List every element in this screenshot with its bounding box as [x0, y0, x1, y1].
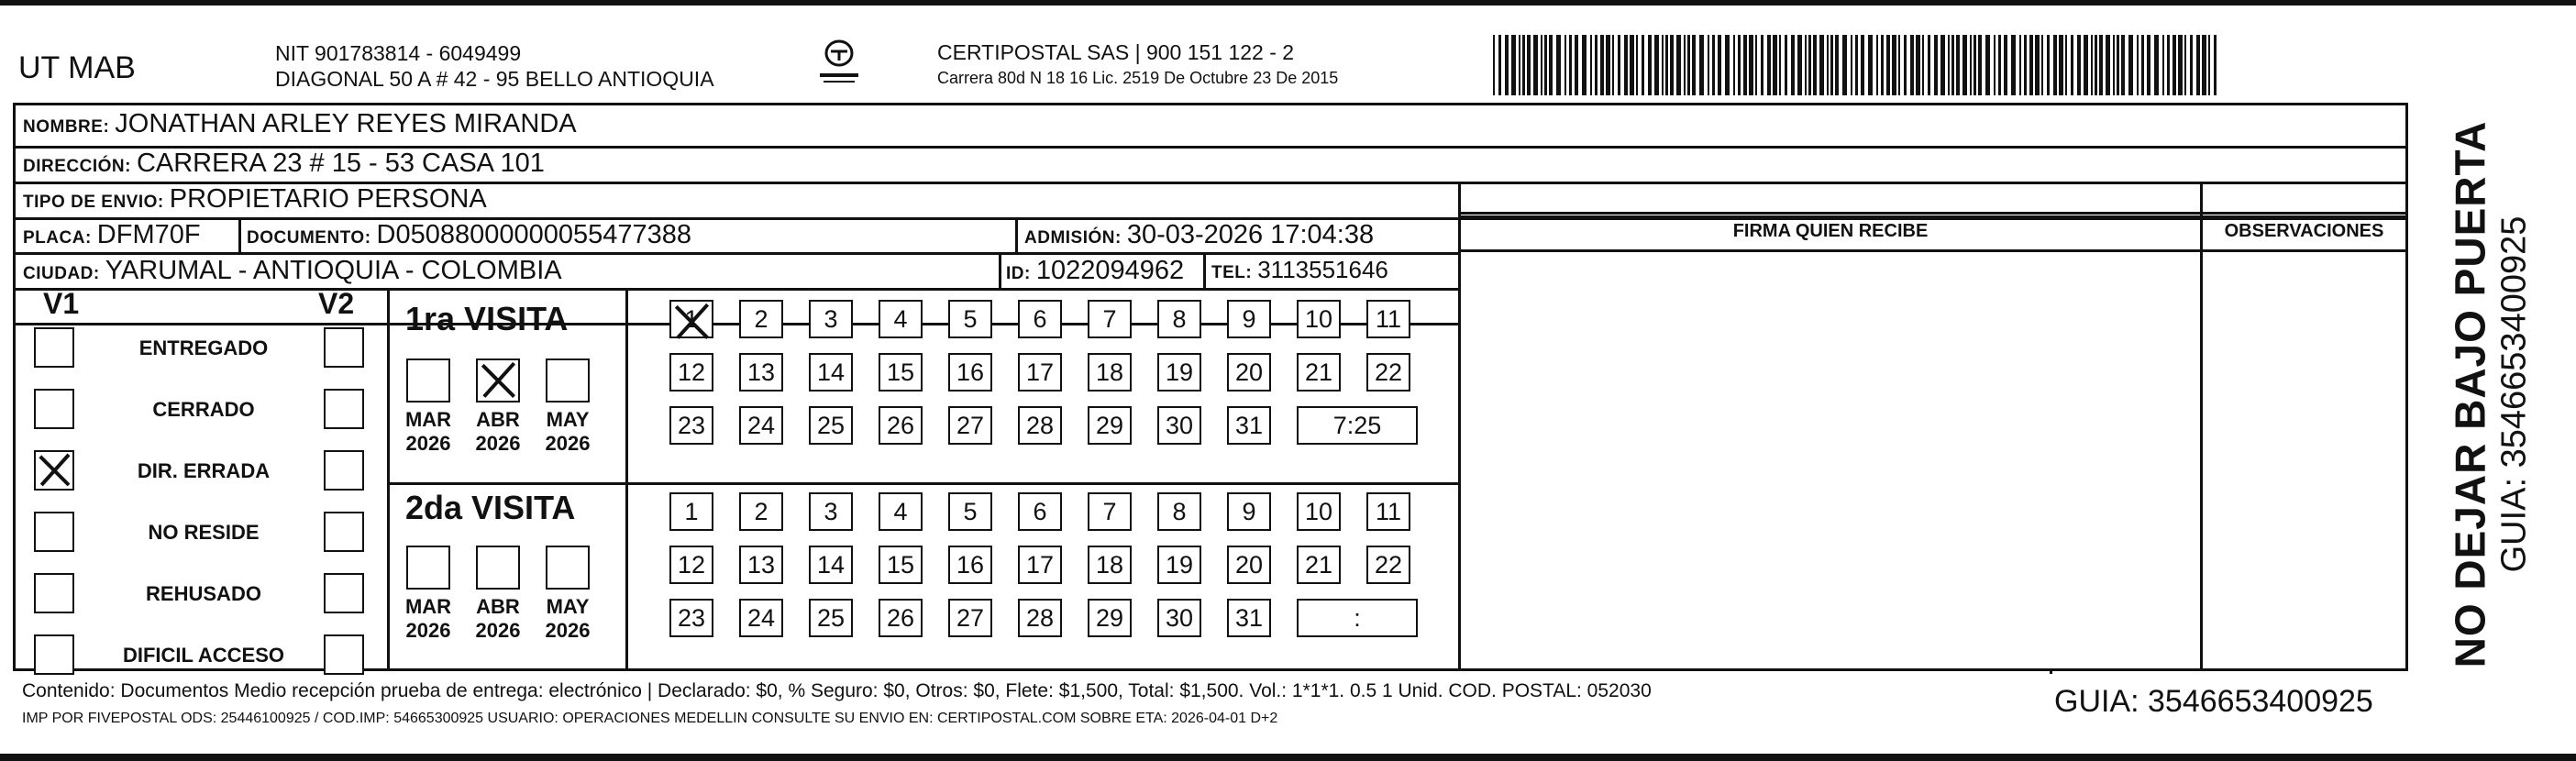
status-label: ENTREGADO: [138, 336, 269, 359]
company-nit: NIT 901783814 - 6049499: [275, 41, 522, 65]
day-number: 26: [886, 603, 915, 632]
day-number: 19: [1165, 550, 1194, 579]
row-divider: [16, 288, 1458, 291]
month-label: MAY 2026: [545, 408, 591, 455]
day-box[interactable]: [1297, 353, 1341, 392]
day-box[interactable]: [1088, 300, 1132, 338]
row-divider: [1458, 212, 2405, 215]
admision-label: ADMISIÓN:: [1024, 228, 1122, 248]
day-number: 13: [746, 358, 776, 386]
day-box[interactable]: [1018, 546, 1062, 584]
day-number: 5: [963, 304, 978, 333]
carrier-name: CERTIPOSTAL SAS | 900 151 122 - 2: [937, 40, 1295, 64]
row-divider: [16, 252, 1458, 255]
day-number: 21: [1304, 550, 1333, 579]
month-checkbox[interactable]: [406, 358, 450, 403]
day-box[interactable]: [1088, 599, 1132, 637]
col-divider: [1203, 252, 1206, 288]
day-box[interactable]: [948, 300, 992, 338]
day-number: 11: [1375, 304, 1402, 333]
check-x-icon: [671, 302, 712, 342]
day-box[interactable]: [1227, 353, 1271, 392]
v2-checkbox[interactable]: [324, 634, 364, 675]
status-label: REHUSADO: [146, 582, 261, 605]
day-number: 15: [886, 550, 915, 579]
day-box[interactable]: [1227, 300, 1271, 338]
day-box[interactable]: [1018, 406, 1062, 445]
day-box[interactable]: [1157, 406, 1201, 445]
tel-label: TEL:: [1211, 263, 1253, 282]
day-box[interactable]: [948, 599, 992, 637]
day-box[interactable]: [1227, 492, 1271, 531]
day-number: 24: [746, 411, 776, 439]
day-number: 1: [684, 497, 699, 525]
v1-checkbox[interactable]: [34, 573, 74, 613]
day-number: 11: [1375, 497, 1402, 525]
row-divider: [1458, 215, 2405, 218]
v1-checkbox[interactable]: [34, 512, 74, 552]
month-checkbox[interactable]: [406, 546, 450, 590]
day-number: 22: [1374, 358, 1403, 386]
day-box[interactable]: [1088, 492, 1132, 531]
day-number: 24: [746, 603, 776, 632]
day-box[interactable]: [1297, 492, 1341, 531]
day-number: 30: [1165, 603, 1194, 632]
day-number: 23: [677, 411, 706, 439]
tipo-value: PROPIETARIO PERSONA: [169, 184, 487, 214]
check-x-icon: [478, 360, 518, 401]
day-number: 13: [746, 550, 776, 579]
direccion-label: DIRECCIÓN:: [23, 157, 131, 176]
day-number: 25: [816, 603, 846, 632]
day-number: 12: [677, 550, 706, 579]
day-number: 29: [1095, 411, 1124, 439]
month-label: ABR 2026: [475, 408, 521, 455]
month-label: MAY 2026: [545, 595, 591, 642]
company-name: UT MAB: [18, 50, 136, 85]
col-divider: [999, 252, 1001, 288]
day-box[interactable]: [739, 300, 783, 338]
day-number: 26: [886, 411, 915, 439]
side-notice: [2421, 120, 2559, 668]
day-box[interactable]: [669, 546, 713, 584]
day-number: 31: [1234, 411, 1264, 439]
day-box[interactable]: [739, 546, 783, 584]
col-divider: [238, 217, 241, 252]
day-number: 18: [1095, 550, 1124, 579]
day-number: 2: [754, 497, 768, 525]
top-edge: [0, 0, 2576, 6]
day-box[interactable]: [948, 492, 992, 531]
visit1-title: 1ra VISITA: [405, 300, 569, 337]
day-number: 16: [956, 550, 985, 579]
day-number: 4: [893, 497, 908, 525]
month-checkbox[interactable]: [546, 546, 590, 590]
side-guia: GUIA: 3546653400925: [2494, 215, 2534, 573]
day-number: 28: [1025, 603, 1055, 632]
day-number: 2: [754, 304, 768, 333]
day-number: 15: [886, 358, 915, 386]
check-x-icon: [36, 452, 72, 489]
v1-checkbox[interactable]: [34, 327, 74, 368]
v2-checkbox[interactable]: [324, 389, 364, 429]
id-value: 1022094962: [1035, 256, 1185, 285]
observaciones-area[interactable]: [2203, 252, 2405, 668]
day-box[interactable]: [1366, 353, 1410, 392]
day-box[interactable]: [809, 300, 853, 338]
day-box[interactable]: [948, 406, 992, 445]
v1-checkbox[interactable]: [34, 634, 74, 675]
v1-checkbox[interactable]: [34, 389, 74, 429]
status-label: CERRADO: [152, 398, 255, 421]
day-number: 7: [1102, 497, 1117, 525]
day-box[interactable]: [1157, 599, 1201, 637]
day-box[interactable]: [1157, 353, 1201, 392]
day-box[interactable]: [1018, 353, 1062, 392]
day-box[interactable]: [809, 546, 853, 584]
barcode-icon: [1493, 35, 2225, 95]
direccion-value: CARRERA 23 # 15 - 53 CASA 101: [136, 149, 545, 178]
day-number: 17: [1025, 550, 1055, 579]
visit2-title: 2da VISITA: [405, 489, 576, 526]
day-box[interactable]: [1366, 492, 1410, 531]
day-box[interactable]: [809, 492, 853, 531]
month-label: MAR 2026: [404, 408, 452, 455]
day-number: 10: [1304, 497, 1333, 525]
day-box[interactable]: [1227, 546, 1271, 584]
month-label: ABR 2026: [475, 595, 521, 642]
day-number: 14: [816, 358, 846, 386]
status-label: NO RESIDE: [148, 521, 260, 544]
day-box[interactable]: [739, 406, 783, 445]
documento-row: [247, 220, 691, 250]
v1-header: V1: [43, 287, 80, 320]
footer-contents: Contenido: Documentos Medio recepción prueba de entrega: electrónico | Declarado: $0, % Seguro: $0, Otros: $0, Flete: $1,500, Total: $1,500. Vol.: 1*1*1. 0.5 1 Unid. COD. POSTAL: 052030: [22, 680, 1652, 701]
day-number: 19: [1165, 358, 1194, 386]
day-number: 9: [1242, 497, 1256, 525]
footer-guia: GUIA: 3546653400925: [2054, 684, 2373, 719]
day-number: 6: [1033, 304, 1047, 333]
documento-label: DOCUMENTO:: [247, 228, 371, 248]
day-number: 7: [1102, 304, 1117, 333]
day-number: 17: [1025, 358, 1055, 386]
certipostal-logo-icon: [814, 37, 864, 95]
documento-value: D05088000000055477388: [376, 220, 692, 249]
bottom-edge: [0, 754, 2576, 761]
day-box[interactable]: [1018, 492, 1062, 531]
day-number: 3: [824, 304, 838, 333]
month-label: MAR 2026: [404, 595, 452, 642]
day-number: 25: [816, 411, 846, 439]
day-box[interactable]: [879, 599, 923, 637]
day-number: 16: [956, 358, 985, 386]
company-nit-block: [275, 40, 714, 92]
status-label: DIR. ERRADA: [137, 459, 271, 482]
id-row: [1006, 256, 1184, 286]
v2-checkbox[interactable]: [324, 327, 364, 368]
day-number: 8: [1172, 304, 1187, 333]
day-number: 22: [1374, 550, 1403, 579]
tel-value: 3113551646: [1257, 256, 1388, 283]
day-box[interactable]: [669, 492, 713, 531]
day-box[interactable]: [879, 353, 923, 392]
placa-label: PLACA:: [23, 228, 92, 248]
day-box[interactable]: [1297, 546, 1341, 584]
day-box[interactable]: [1157, 546, 1201, 584]
day-number: 30: [1165, 411, 1194, 439]
observaciones-header: OBSERVACIONES: [2224, 221, 2384, 241]
direccion-row: [23, 149, 545, 179]
v1-checkbox[interactable]: [34, 450, 74, 491]
visit-divider: [387, 482, 1458, 485]
day-box[interactable]: [809, 599, 853, 637]
day-number: 23: [677, 603, 706, 632]
admision-row: [1024, 220, 1374, 250]
day-number: 1: [684, 304, 699, 333]
id-label: ID:: [1006, 264, 1031, 283]
ciudad-value: YARUMAL - ANTIOQUIA - COLOMBIA: [105, 256, 562, 285]
v2-checkbox[interactable]: [324, 450, 364, 491]
day-box[interactable]: [669, 599, 713, 637]
col-divider: [2050, 668, 2052, 674]
v2-header: V2: [318, 287, 355, 320]
day-box[interactable]: [669, 406, 713, 445]
day-box[interactable]: [809, 353, 853, 392]
day-number: 28: [1025, 411, 1055, 439]
company-address: DIAGONAL 50 A # 42 - 95 BELLO ANTIOQUIA: [275, 67, 714, 91]
day-box[interactable]: [809, 406, 853, 445]
day-number: 14: [816, 550, 846, 579]
day-box[interactable]: [1297, 300, 1341, 338]
day-box[interactable]: [669, 300, 713, 338]
day-box[interactable]: [879, 406, 923, 445]
day-box[interactable]: [1018, 599, 1062, 637]
day-number: 31: [1234, 603, 1264, 632]
day-box[interactable]: [1088, 406, 1132, 445]
status-label: DIFICIL ACCESO: [122, 644, 284, 667]
admision-value: 30-03-2026 17:04:38: [1126, 220, 1375, 249]
tel-row: [1211, 256, 1388, 284]
day-number: 10: [1304, 304, 1333, 333]
day-box[interactable]: [879, 492, 923, 531]
month-checkbox[interactable]: [546, 358, 590, 403]
footer-print-info: IMP POR FIVEPOSTAL ODS: 25446100925 / COD.IMP: 54665300925 USUARIO: OPERACIONES MEDELLIN CONSULTE SU ENVIO EN: CERTIPOSTAL.COM SOBRE ETA: 2026-04-01 D+2: [22, 711, 1278, 726]
day-box[interactable]: [1157, 300, 1201, 338]
row-divider: [16, 668, 2405, 671]
day-number: 21: [1304, 358, 1333, 386]
month-checkbox[interactable]: [476, 546, 520, 590]
day-number: 27: [956, 411, 985, 439]
day-box[interactable]: [669, 353, 713, 392]
day-box[interactable]: [1366, 300, 1410, 338]
firma-header: FIRMA QUIEN RECIBE: [1732, 221, 1929, 241]
v2-checkbox[interactable]: [324, 512, 364, 552]
day-number: 12: [677, 358, 706, 386]
carrier-license: Carrera 80d N 18 16 Lic. 2519 De Octubre 23 De 2015: [937, 69, 1339, 87]
col-divider: [625, 288, 628, 668]
signature-area[interactable]: [1461, 252, 2200, 668]
day-number: 6: [1033, 497, 1047, 525]
day-box[interactable]: [879, 300, 923, 338]
day-box[interactable]: [739, 492, 783, 531]
day-box[interactable]: [739, 599, 783, 637]
day-box[interactable]: [1157, 492, 1201, 531]
day-number: 29: [1095, 603, 1124, 632]
nombre-label: NOMBRE:: [23, 117, 110, 137]
col-divider: [1015, 217, 1018, 252]
day-box[interactable]: [739, 353, 783, 392]
day-box[interactable]: [948, 546, 992, 584]
day-box[interactable]: [1088, 546, 1132, 584]
day-number: 18: [1095, 358, 1124, 386]
day-box[interactable]: [1227, 599, 1271, 637]
ciudad-label: CIUDAD:: [23, 264, 100, 283]
day-box[interactable]: [1366, 546, 1410, 584]
v2-checkbox[interactable]: [324, 573, 364, 613]
day-number: 3: [824, 497, 838, 525]
nombre-value: JONATHAN ARLEY REYES MIRANDA: [115, 109, 577, 138]
placa-value: DFM70F: [96, 220, 201, 249]
day-number: 5: [963, 497, 978, 525]
tipo-row: [23, 184, 487, 215]
delivery-form: [13, 103, 2408, 671]
month-checkbox[interactable]: [476, 358, 520, 403]
day-box[interactable]: [1227, 406, 1271, 445]
day-number: 4: [893, 304, 908, 333]
day-number: 20: [1234, 550, 1264, 579]
col-divider: [387, 288, 390, 668]
visit-time[interactable]: 7:25: [1297, 406, 1418, 445]
day-number: 20: [1234, 358, 1264, 386]
day-box[interactable]: [948, 353, 992, 392]
day-box[interactable]: [1018, 300, 1062, 338]
day-number: 27: [956, 603, 985, 632]
side-title: NO DEJAR BAJO PUERTA: [2446, 120, 2494, 668]
nombre-row: [23, 109, 577, 139]
visit-time[interactable]: :: [1297, 599, 1418, 637]
day-number: 9: [1242, 304, 1256, 333]
placa-row: [23, 220, 201, 250]
day-number: 8: [1172, 497, 1187, 525]
day-box[interactable]: [879, 546, 923, 584]
day-box[interactable]: [1088, 353, 1132, 392]
tipo-label: TIPO DE ENVIO:: [23, 193, 164, 212]
ciudad-row: [23, 256, 562, 286]
